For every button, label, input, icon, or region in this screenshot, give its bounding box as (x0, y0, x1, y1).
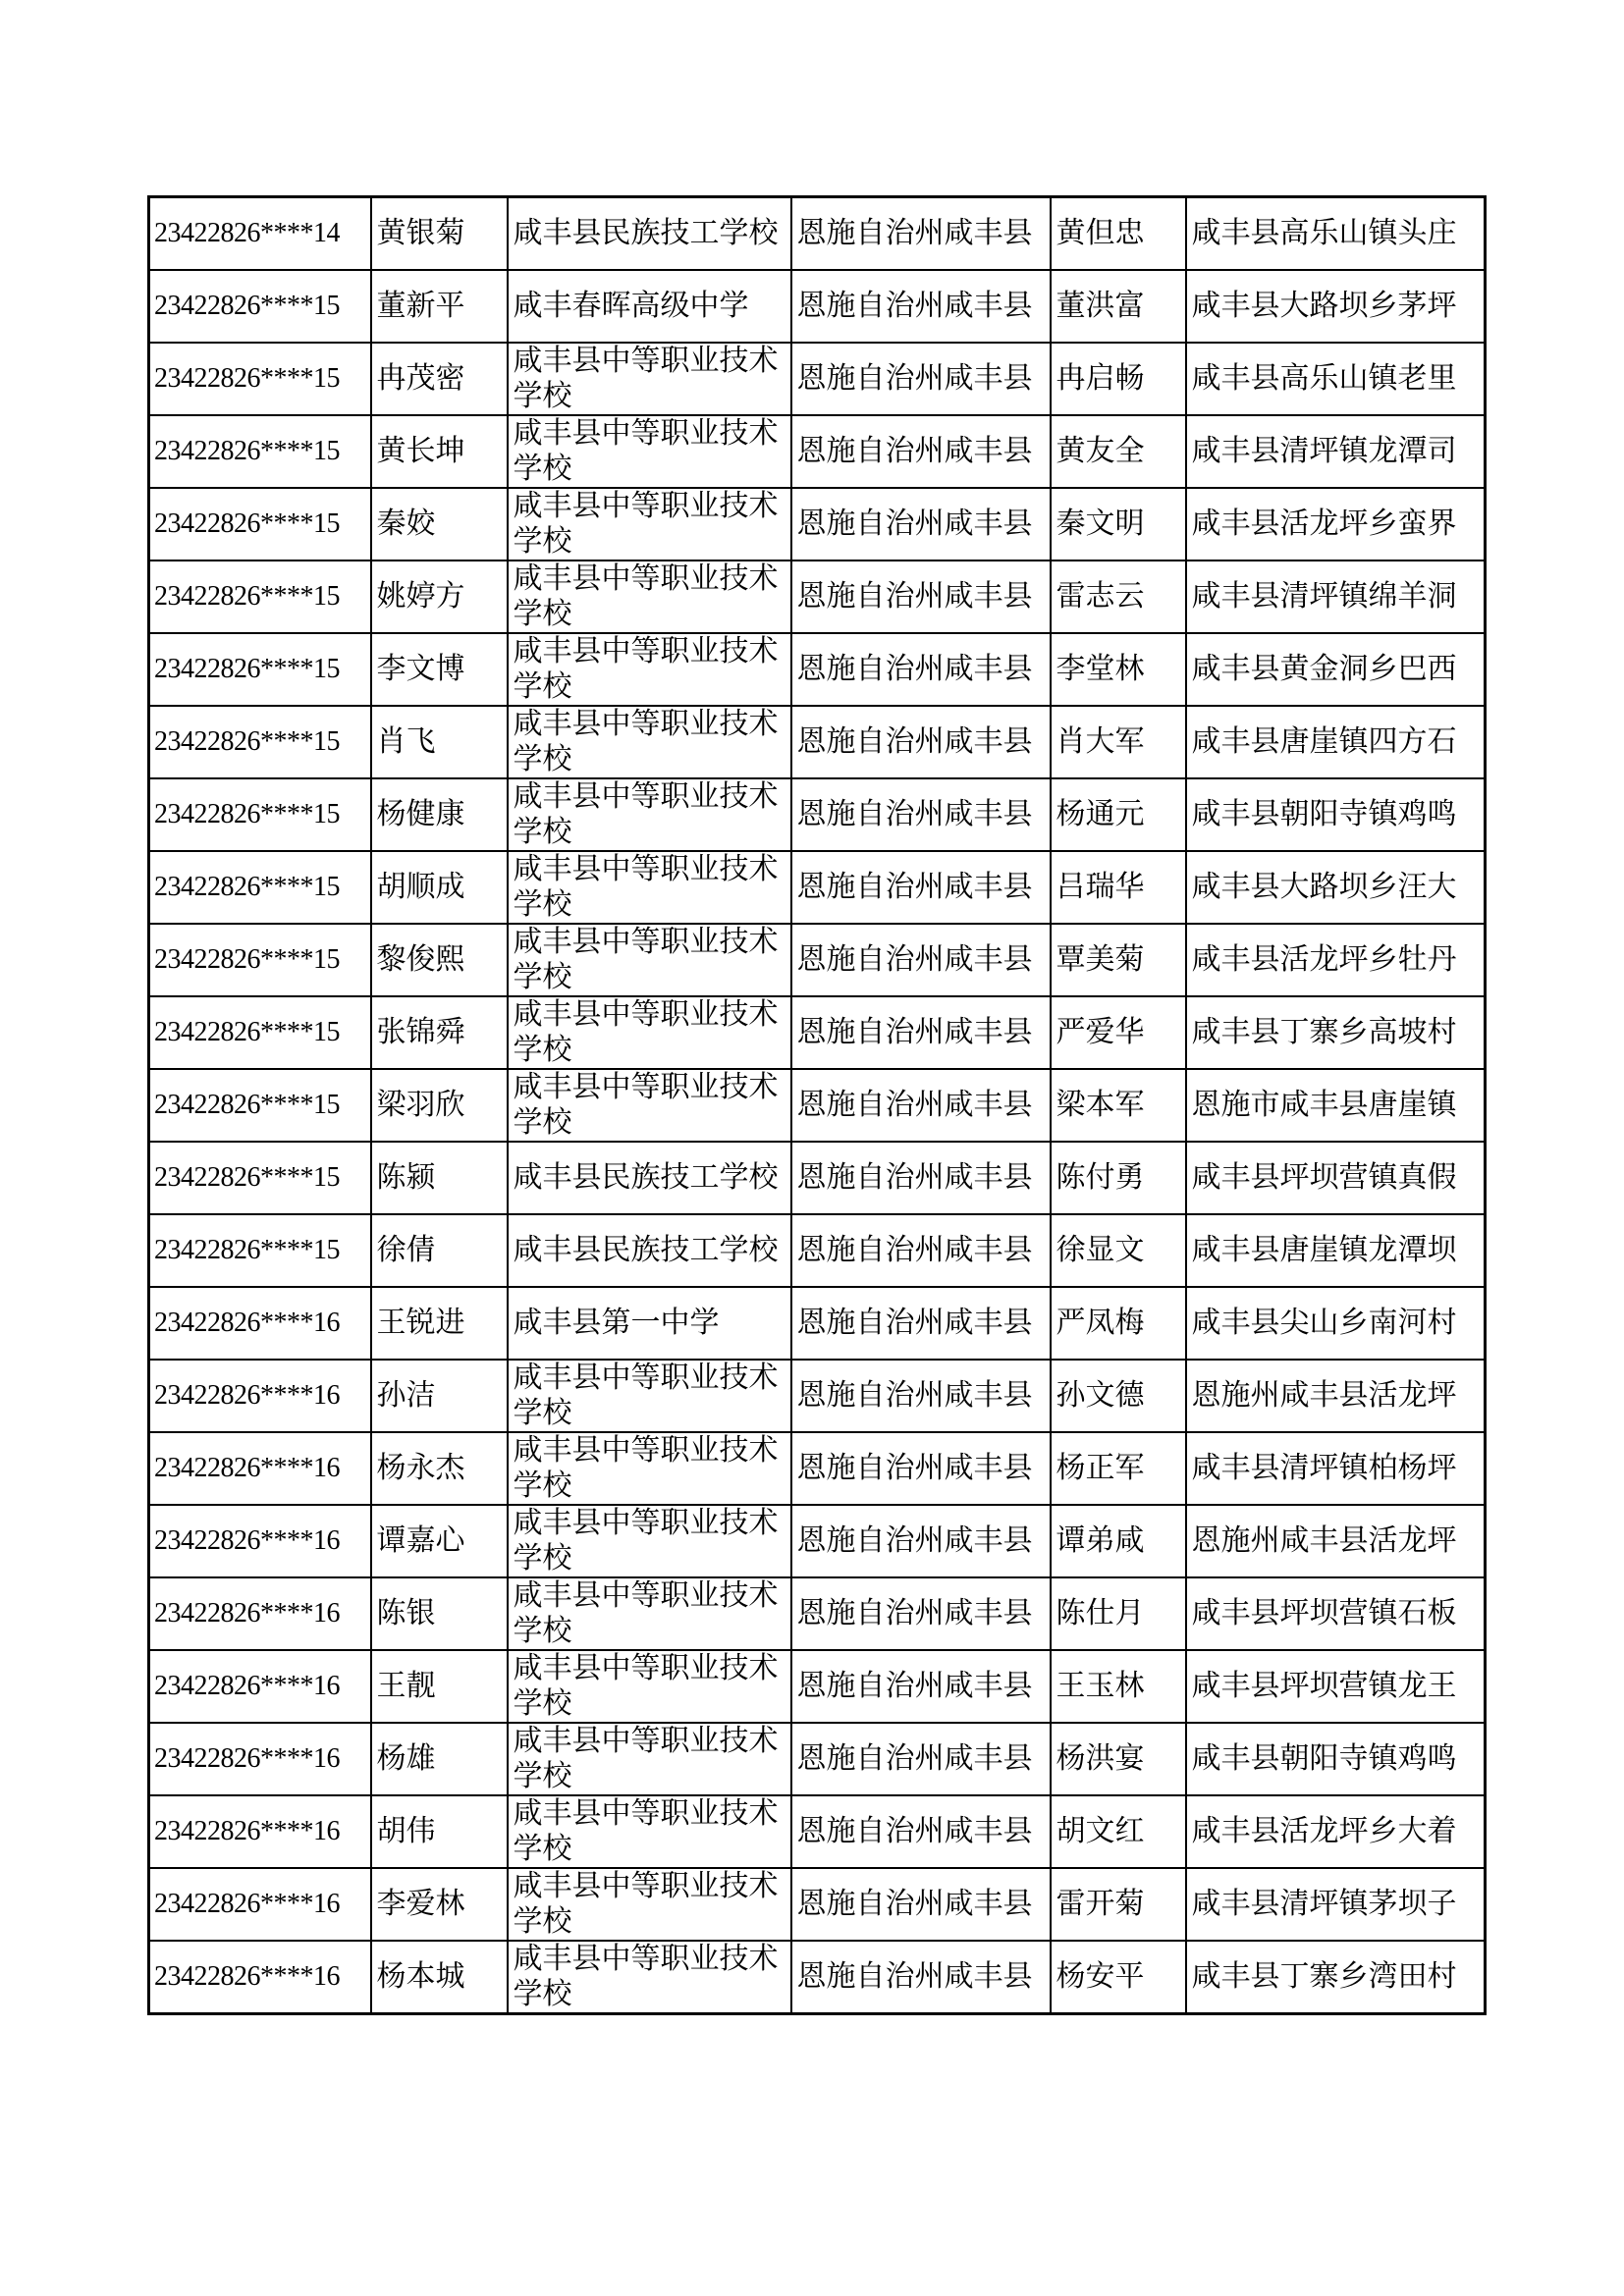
student-name-cell: 黄长坤 (371, 415, 508, 488)
region-cell: 恩施自治州咸丰县 (791, 270, 1051, 343)
address-cell: 咸丰县朝阳寺镇鸡鸣 (1186, 1723, 1486, 1795)
region-cell: 恩施自治州咸丰县 (791, 1214, 1051, 1287)
guardian-name-cell: 陈仕月 (1051, 1577, 1186, 1650)
address-cell: 咸丰县朝阳寺镇鸡鸣 (1186, 778, 1486, 851)
school-cell: 咸丰县中等职业技术学校 (508, 343, 791, 415)
student-name-cell: 董新平 (371, 270, 508, 343)
school-cell: 咸丰县民族技工学校 (508, 1142, 791, 1214)
school-cell: 咸丰县中等职业技术学校 (508, 1360, 791, 1432)
table-row (149, 1214, 1486, 1287)
address-cell: 咸丰县大路坝乡茅坪 (1186, 270, 1486, 343)
student-id-cell: 23422826****16 (149, 1941, 371, 2014)
address-cell: 咸丰县活龙坪乡大着 (1186, 1795, 1486, 1868)
student-id-cell: 23422826****15 (149, 343, 371, 415)
student-id-cell: 23422826****16 (149, 1723, 371, 1795)
guardian-name-cell: 陈付勇 (1051, 1142, 1186, 1214)
region-cell: 恩施自治州咸丰县 (791, 1360, 1051, 1432)
student-name-cell: 徐倩 (371, 1214, 508, 1287)
region-cell: 恩施自治州咸丰县 (791, 561, 1051, 633)
table-row (149, 778, 1486, 851)
table-row (149, 924, 1486, 996)
student-id-cell: 23422826****16 (149, 1505, 371, 1577)
student-id-cell: 23422826****15 (149, 706, 371, 778)
region-cell: 恩施自治州咸丰县 (791, 924, 1051, 996)
guardian-name-cell: 覃美菊 (1051, 924, 1186, 996)
student-id-cell: 23422826****15 (149, 488, 371, 561)
guardian-name-cell: 吕瑞华 (1051, 851, 1186, 924)
student-name-cell: 秦姣 (371, 488, 508, 561)
address-cell: 咸丰县坪坝营镇龙王 (1186, 1650, 1486, 1723)
address-cell: 恩施州咸丰县活龙坪 (1186, 1505, 1486, 1577)
address-cell: 咸丰县丁寨乡湾田村 (1186, 1941, 1486, 2014)
student-name-cell: 王锐进 (371, 1287, 508, 1360)
student-id-cell: 23422826****15 (149, 778, 371, 851)
student-name-cell: 黄银菊 (371, 197, 508, 271)
region-cell: 恩施自治州咸丰县 (791, 1432, 1051, 1505)
address-cell: 咸丰县坪坝营镇真假 (1186, 1142, 1486, 1214)
region-cell: 恩施自治州咸丰县 (791, 1650, 1051, 1723)
table-row (149, 1505, 1486, 1577)
school-cell: 咸丰县中等职业技术学校 (508, 633, 791, 706)
school-cell: 咸丰县中等职业技术学校 (508, 1941, 791, 2014)
school-cell: 咸丰县中等职业技术学校 (508, 778, 791, 851)
school-cell: 咸丰县民族技工学校 (508, 197, 791, 271)
school-cell: 咸丰县中等职业技术学校 (508, 1432, 791, 1505)
school-cell: 咸丰县中等职业技术学校 (508, 1505, 791, 1577)
region-cell: 恩施自治州咸丰县 (791, 633, 1051, 706)
region-cell: 恩施自治州咸丰县 (791, 197, 1051, 271)
guardian-name-cell: 谭弟咸 (1051, 1505, 1186, 1577)
student-id-cell: 23422826****14 (149, 197, 371, 271)
table-row (149, 1577, 1486, 1650)
student-id-cell: 23422826****15 (149, 561, 371, 633)
school-cell: 咸丰县中等职业技术学校 (508, 924, 791, 996)
school-cell: 咸丰县中等职业技术学校 (508, 488, 791, 561)
guardian-name-cell: 秦文明 (1051, 488, 1186, 561)
student-id-cell: 23422826****15 (149, 270, 371, 343)
student-name-cell: 杨雄 (371, 1723, 508, 1795)
table-row (149, 1287, 1486, 1360)
region-cell: 恩施自治州咸丰县 (791, 1795, 1051, 1868)
guardian-name-cell: 冉启畅 (1051, 343, 1186, 415)
region-cell: 恩施自治州咸丰县 (791, 1287, 1051, 1360)
guardian-name-cell: 杨正军 (1051, 1432, 1186, 1505)
guardian-name-cell: 黄但忠 (1051, 197, 1186, 271)
student-name-cell: 李文博 (371, 633, 508, 706)
region-cell: 恩施自治州咸丰县 (791, 1069, 1051, 1142)
region-cell: 恩施自治州咸丰县 (791, 343, 1051, 415)
student-id-cell: 23422826****16 (149, 1795, 371, 1868)
table-row (149, 561, 1486, 633)
guardian-name-cell: 李堂林 (1051, 633, 1186, 706)
school-cell: 咸丰县中等职业技术学校 (508, 996, 791, 1069)
guardian-name-cell: 杨洪宴 (1051, 1723, 1186, 1795)
student-id-cell: 23422826****16 (149, 1868, 371, 1941)
school-cell: 咸丰县中等职业技术学校 (508, 1577, 791, 1650)
region-cell: 恩施自治州咸丰县 (791, 1723, 1051, 1795)
region-cell: 恩施自治州咸丰县 (791, 1941, 1051, 2014)
student-id-cell: 23422826****16 (149, 1432, 371, 1505)
student-id-cell: 23422826****15 (149, 996, 371, 1069)
address-cell: 咸丰县清坪镇柏杨坪 (1186, 1432, 1486, 1505)
student-name-cell: 姚婷方 (371, 561, 508, 633)
table-row (149, 706, 1486, 778)
student-id-cell: 23422826****16 (149, 1650, 371, 1723)
student-name-cell: 杨永杰 (371, 1432, 508, 1505)
guardian-name-cell: 黄友全 (1051, 415, 1186, 488)
student-id-cell: 23422826****15 (149, 415, 371, 488)
student-name-cell: 陈颍 (371, 1142, 508, 1214)
guardian-name-cell: 严凤梅 (1051, 1287, 1186, 1360)
student-id-cell: 23422826****15 (149, 633, 371, 706)
guardian-name-cell: 董洪富 (1051, 270, 1186, 343)
student-name-cell: 梁羽欣 (371, 1069, 508, 1142)
student-name-cell: 胡伟 (371, 1795, 508, 1868)
address-cell: 咸丰县黄金洞乡巴西 (1186, 633, 1486, 706)
student-id-cell: 23422826****15 (149, 1142, 371, 1214)
address-cell: 咸丰县丁寨乡高坡村 (1186, 996, 1486, 1069)
guardian-name-cell: 梁本军 (1051, 1069, 1186, 1142)
table-row (149, 996, 1486, 1069)
table-row (149, 1069, 1486, 1142)
region-cell: 恩施自治州咸丰县 (791, 1577, 1051, 1650)
table-row (149, 1360, 1486, 1432)
roster-table-body (149, 197, 1486, 2014)
table-row (149, 1723, 1486, 1795)
address-cell: 咸丰县唐崖镇龙潭坝 (1186, 1214, 1486, 1287)
student-name-cell: 胡顺成 (371, 851, 508, 924)
school-cell: 咸丰春晖高级中学 (508, 270, 791, 343)
table-row (149, 851, 1486, 924)
guardian-name-cell: 严爱华 (1051, 996, 1186, 1069)
school-cell: 咸丰县第一中学 (508, 1287, 791, 1360)
student-name-cell: 王靓 (371, 1650, 508, 1723)
address-cell: 咸丰县活龙坪乡蛮界 (1186, 488, 1486, 561)
student-name-cell: 冉茂密 (371, 343, 508, 415)
school-cell: 咸丰县中等职业技术学校 (508, 1069, 791, 1142)
table-row (149, 1432, 1486, 1505)
table-row (149, 197, 1486, 271)
guardian-name-cell: 徐显文 (1051, 1214, 1186, 1287)
table-row (149, 415, 1486, 488)
student-id-cell: 23422826****15 (149, 851, 371, 924)
address-cell: 咸丰县活龙坪乡牡丹 (1186, 924, 1486, 996)
school-cell: 咸丰县民族技工学校 (508, 1214, 791, 1287)
address-cell: 咸丰县高乐山镇头庄 (1186, 197, 1486, 271)
student-id-cell: 23422826****16 (149, 1360, 371, 1432)
guardian-name-cell: 胡文红 (1051, 1795, 1186, 1868)
address-cell: 咸丰县高乐山镇老里 (1186, 343, 1486, 415)
address-cell: 咸丰县大路坝乡汪大 (1186, 851, 1486, 924)
address-cell: 咸丰县清坪镇茅坝子 (1186, 1868, 1486, 1941)
guardian-name-cell: 孙文德 (1051, 1360, 1186, 1432)
address-cell: 恩施州咸丰县活龙坪 (1186, 1360, 1486, 1432)
guardian-name-cell: 杨安平 (1051, 1941, 1186, 2014)
table-row (149, 1650, 1486, 1723)
table-row (149, 1795, 1486, 1868)
school-cell: 咸丰县中等职业技术学校 (508, 851, 791, 924)
student-id-cell: 23422826****15 (149, 1214, 371, 1287)
region-cell: 恩施自治州咸丰县 (791, 851, 1051, 924)
school-cell: 咸丰县中等职业技术学校 (508, 1723, 791, 1795)
region-cell: 恩施自治州咸丰县 (791, 488, 1051, 561)
guardian-name-cell: 肖大军 (1051, 706, 1186, 778)
student-id-cell: 23422826****15 (149, 1069, 371, 1142)
region-cell: 恩施自治州咸丰县 (791, 778, 1051, 851)
student-id-cell: 23422826****16 (149, 1287, 371, 1360)
student-name-cell: 黎俊熙 (371, 924, 508, 996)
school-cell: 咸丰县中等职业技术学校 (508, 1650, 791, 1723)
student-name-cell: 谭嘉心 (371, 1505, 508, 1577)
roster-table (147, 195, 1487, 2015)
region-cell: 恩施自治州咸丰县 (791, 706, 1051, 778)
guardian-name-cell: 杨通元 (1051, 778, 1186, 851)
region-cell: 恩施自治州咸丰县 (791, 1505, 1051, 1577)
school-cell: 咸丰县中等职业技术学校 (508, 415, 791, 488)
address-cell: 咸丰县尖山乡南河村 (1186, 1287, 1486, 1360)
guardian-name-cell: 雷开菊 (1051, 1868, 1186, 1941)
table-row (149, 270, 1486, 343)
table-row (149, 633, 1486, 706)
school-cell: 咸丰县中等职业技术学校 (508, 1795, 791, 1868)
address-cell: 咸丰县坪坝营镇石板 (1186, 1577, 1486, 1650)
table-row (149, 1868, 1486, 1941)
student-id-cell: 23422826****15 (149, 924, 371, 996)
student-name-cell: 孙洁 (371, 1360, 508, 1432)
table-row (149, 1941, 1486, 2014)
student-name-cell: 杨健康 (371, 778, 508, 851)
guardian-name-cell: 雷志云 (1051, 561, 1186, 633)
address-cell: 咸丰县清坪镇绵羊洞 (1186, 561, 1486, 633)
table-row (149, 343, 1486, 415)
region-cell: 恩施自治州咸丰县 (791, 1868, 1051, 1941)
address-cell: 恩施市咸丰县唐崖镇 (1186, 1069, 1486, 1142)
school-cell: 咸丰县中等职业技术学校 (508, 1868, 791, 1941)
guardian-name-cell: 王玉林 (1051, 1650, 1186, 1723)
school-cell: 咸丰县中等职业技术学校 (508, 706, 791, 778)
region-cell: 恩施自治州咸丰县 (791, 415, 1051, 488)
student-name-cell: 陈银 (371, 1577, 508, 1650)
address-cell: 咸丰县清坪镇龙潭司 (1186, 415, 1486, 488)
address-cell: 咸丰县唐崖镇四方石 (1186, 706, 1486, 778)
school-cell: 咸丰县中等职业技术学校 (508, 561, 791, 633)
student-name-cell: 杨本城 (371, 1941, 508, 2014)
student-name-cell: 张锦舜 (371, 996, 508, 1069)
student-name-cell: 肖飞 (371, 706, 508, 778)
student-name-cell: 李爱林 (371, 1868, 508, 1941)
table-row (149, 488, 1486, 561)
student-id-cell: 23422826****16 (149, 1577, 371, 1650)
table-row (149, 1142, 1486, 1214)
region-cell: 恩施自治州咸丰县 (791, 1142, 1051, 1214)
region-cell: 恩施自治州咸丰县 (791, 996, 1051, 1069)
